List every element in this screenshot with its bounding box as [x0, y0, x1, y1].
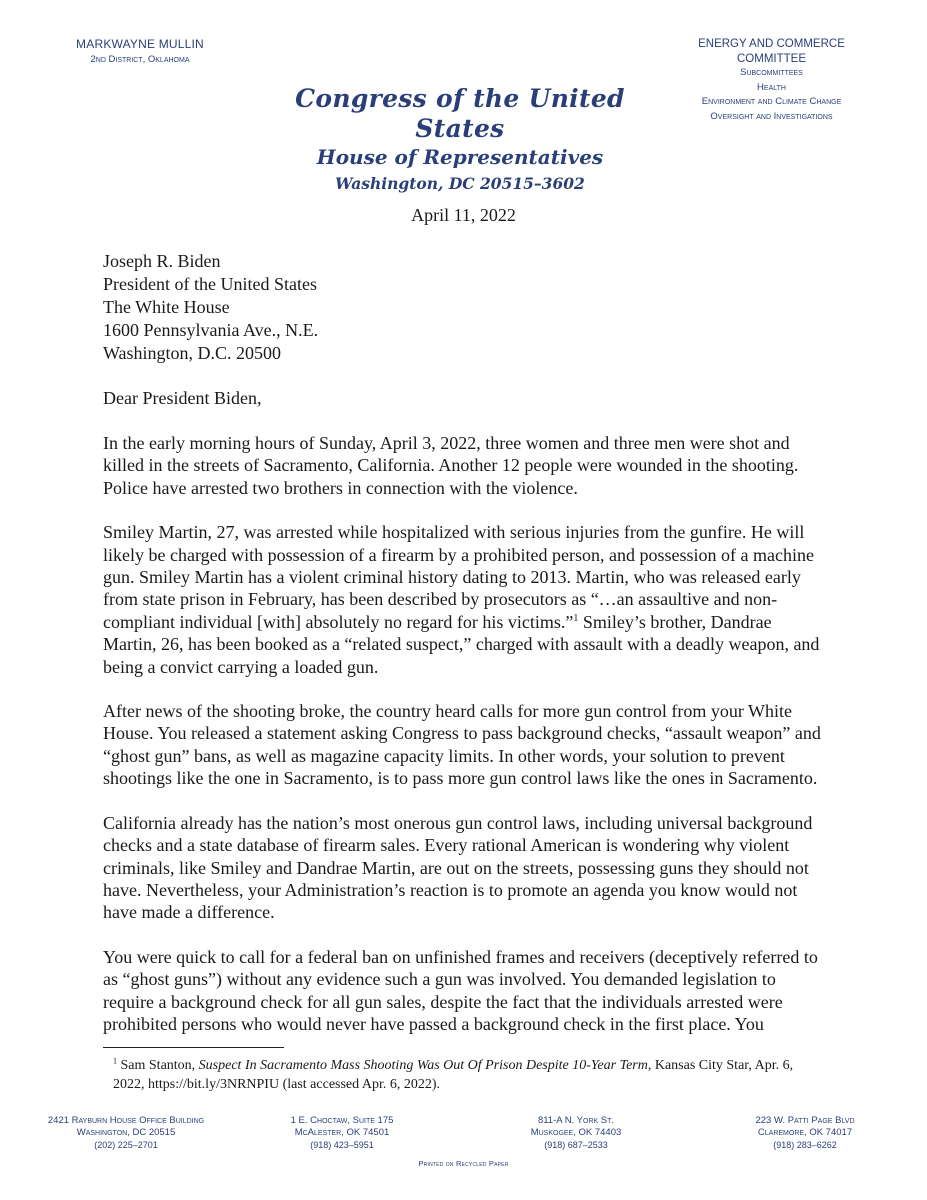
footnote-number: 1 [113, 1056, 117, 1066]
office-claremore [730, 1115, 880, 1151]
letterhead [270, 84, 650, 196]
office-city: Washington, DC 20515 [76, 1127, 176, 1138]
office-street: 223 W. Patti Page Blvd [755, 1115, 855, 1126]
footnote-source: , Kansas City Star, Apr. 6, 2022, https://bit.ly/3NRNPIU (last accessed Apr. 6, 2022). [113, 1058, 794, 1092]
subcommittee-item: Health [757, 81, 786, 93]
member-header [40, 37, 240, 67]
office-muskogee [506, 1115, 646, 1151]
paragraph-2-part-b: Smiley’s brother, Dandrae Martin, 26, has been booked as a “related suspect,” charged with assault with a deadly weapon, and being a convict carrying a loaded gun. [103, 611, 820, 677]
footnote-author: Sam Stanton, [120, 1058, 199, 1073]
recipient-address [103, 250, 318, 365]
footnote-divider [103, 1047, 284, 1048]
committee-header [664, 37, 879, 124]
recipient-line: President of the United States [103, 274, 317, 294]
footnote-reference: 1 [573, 612, 579, 624]
office-phone: (918) 687–2533 [544, 1140, 608, 1150]
paragraph-2-part-a: Smiley Martin, 27, was arrested while hospitalized with serious injuries from the gunfire. He will likely be charged with possession of a firearm by a prohibited person, and possession of a machine gun. Smiley Martin has a violent criminal history dating to 2013. Martin, who was released early from state prison in February, has been described by prosecutors as “…an assaultive and non-compliant individual [with] absolutely no regard for his victims.” [103, 522, 814, 632]
member-name: MARKWAYNE MULLIN [76, 37, 204, 51]
footnote [113, 1056, 813, 1094]
paragraph-2 [103, 521, 828, 678]
letter-date: April 11, 2022 [411, 205, 516, 225]
subcommittees-label: Subcommittees [740, 67, 803, 78]
office-phone: (918) 423–5951 [310, 1140, 374, 1150]
member-district: 2nd District, Oklahoma [90, 54, 190, 65]
subcommittee-item: Oversight and Investigations [710, 110, 833, 122]
office-phone: (918) 283–6262 [773, 1140, 837, 1150]
office-street: 1 E. Choctaw, Suite 175 [290, 1115, 394, 1126]
paragraph-3: After news of the shooting broke, the country heard calls for more gun control from your White House. You released a statement asking Congress to pass background checks, “assault weapon” and “ghost gun” bans, as well as magazine capacity limits. In other words, your solution to prevent shootings like the one in Sacramento, is to pass more gun control laws like the ones in Sacramento. [103, 701, 821, 789]
paragraph-4: California already has the nation’s most onerous gun control laws, including universal background checks and a state database of firearm sales. Every rational American is wondering why violent criminals, like Smiley and Dandrae Martin, are out on the streets, possessing guns they should not have. Nevertheless, your Administration’s reaction is to promote an agenda you know would not have made a difference. [103, 812, 813, 923]
recipient-line: 1600 Pennsylvania Ave., N.E. [103, 320, 319, 340]
recipient-line: Washington, D.C. 20500 [103, 343, 282, 363]
paragraph-1: In the early morning hours of Sunday, April 3, 2022, three women and three men were shot and killed in the streets of Sacramento, California. Another 12 people were wounded in the shooting. Police have arrested two brothers in connection with the violence. [103, 433, 799, 498]
office-dc [36, 1115, 216, 1151]
letter-body [103, 432, 828, 1035]
office-street: 811-A N. York St. [537, 1115, 615, 1126]
recipient-line: Joseph R. Biden [103, 251, 221, 271]
salutation: Dear President Biden, [103, 388, 262, 408]
letterhead-address: Washington, DC 20515–3602 [335, 174, 585, 193]
letterhead-congress: Congress of the United States [295, 84, 625, 143]
office-street: 2421 Rayburn House Office Building [47, 1115, 205, 1126]
paragraph-5: You were quick to call for a federal ban on unfinished frames and receivers (deceptively referred to as “ghost guns”) without any evidence such a gun was involved. You demanded legislation to require a background check for all gun sales, despite the fact that the individuals arrested were prohibited persons who would never have passed a background check in the first place. You [103, 946, 818, 1034]
committee-name: ENERGY AND COMMERCE COMMITTEE [698, 38, 845, 65]
footnote-title: Suspect In Sacramento Mass Shooting Was Out Of Prison Despite 10-Year Term [198, 1058, 648, 1073]
office-phone: (202) 225–2701 [94, 1140, 158, 1150]
office-city: McAlester, OK 74501 [294, 1127, 390, 1138]
office-city: Claremore, OK 74017 [757, 1127, 853, 1138]
recipient-line: The White House [103, 297, 230, 317]
letterhead-house: House of Representatives [316, 145, 604, 169]
office-city: Muskogee, OK 74403 [530, 1127, 622, 1138]
printed-note: Printed on Recycled Paper [418, 1159, 509, 1168]
office-mcalester [272, 1115, 412, 1151]
subcommittee-item: Environment and Climate Change [701, 96, 842, 107]
